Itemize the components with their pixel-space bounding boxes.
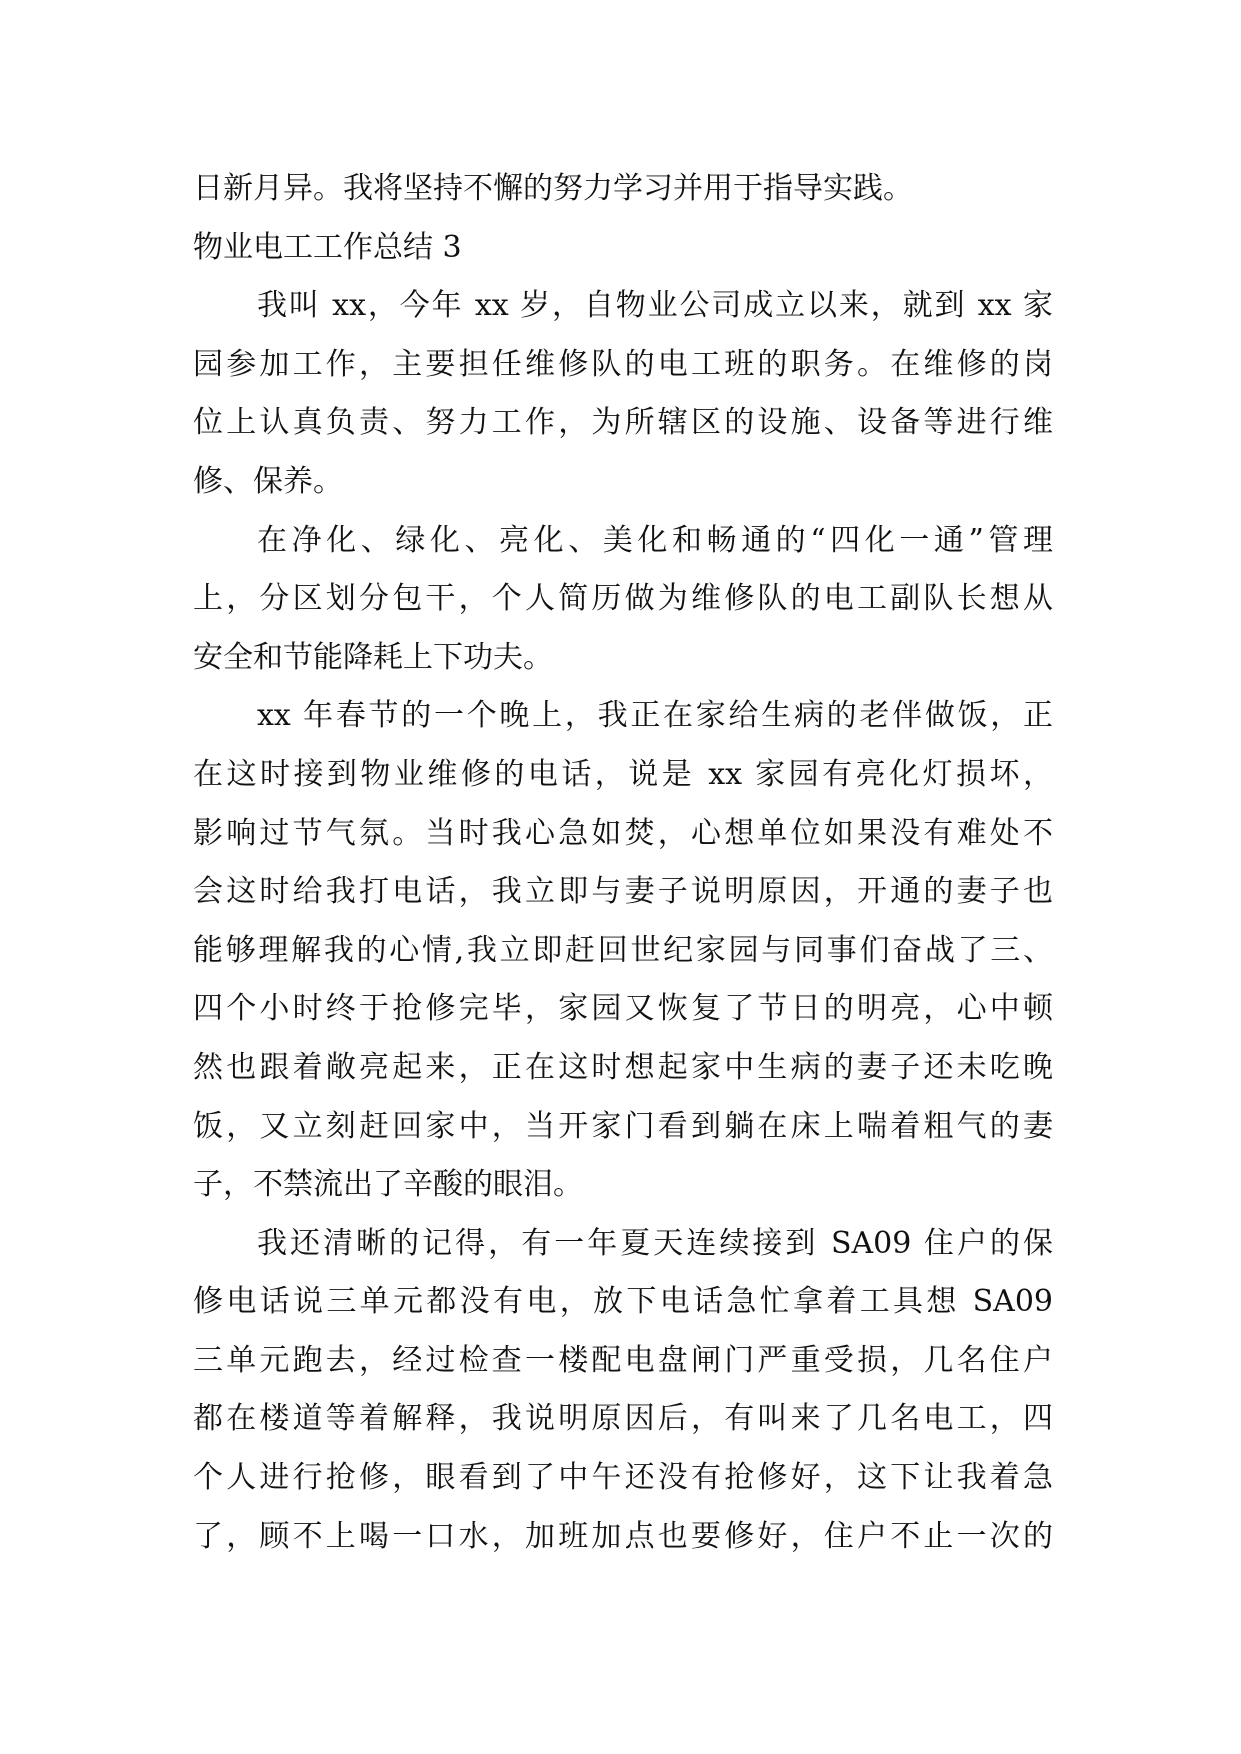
text-line: 在净化、绿化、亮化、美化和畅通的“四化一通”管理 — [257, 522, 1053, 558]
text-line: 饭，又立刻赶回家中，当开家门看到躺在床上喘着粗气的妻 — [193, 1108, 1053, 1144]
text-line: 日新月异。我将坚持不懈的努力学习并用于指导实践。 — [193, 171, 913, 206]
text-line: 我叫 xx，今年 xx 岁，自物业公司成立以来，就到 xx 家 — [257, 288, 1053, 324]
text-line: 上，分区划分包干，个人简历做为维修队的电工副队长想从 — [193, 581, 1053, 617]
text-line: 子，不禁流出了辛酸的眼泪。 — [193, 1167, 583, 1203]
text-line: 会这时给我打电话，我立即与妻子说明原因，开通的妻子也 — [193, 874, 1053, 910]
text-line: xx 年春节的一个晚上，我正在家给生病的老伴做饭，正 — [257, 698, 1053, 734]
text-line: 位上认真负责、努力工作，为所辖区的设施、设备等进行维 — [193, 405, 1053, 441]
text-line: 了，顾不上喝一口水，加班加点也要修好，住户不止一次的 — [193, 1518, 1053, 1554]
document-body — [193, 160, 1053, 1566]
section-heading: 物业电工工作总结 3 — [193, 229, 462, 265]
text-line: 我还清晰的记得，有一年夏天连续接到 SA09 住户的保 — [257, 1225, 1053, 1261]
text-line: 安全和节能降耗上下功夫。 — [193, 639, 553, 675]
text-line: 然也跟着敞亮起来，正在这时想起家中生病的妻子还未吃晚 — [193, 1049, 1053, 1085]
text-line: 园参加工作，主要担任维修队的电工班的职务。在维修的岗 — [193, 346, 1053, 382]
text-line: 能够理解我的心情,我立即赶回世纪家园与同事们奋战了三、 — [193, 932, 1053, 968]
text-line: 个人进行抢修，眼看到了中午还没有抢修好，这下让我着急 — [193, 1460, 1053, 1496]
text-line: 影响过节气氛。当时我心急如焚，心想单位如果没有难处不 — [193, 815, 1053, 851]
text-line: 修电话说三单元都没有电，放下电话急忙拿着工具想 SA09 — [193, 1284, 1053, 1320]
text-line: 三单元跑去，经过检查一楼配电盘闸门严重受损，几名住户 — [193, 1342, 1053, 1378]
text-line: 都在楼道等着解释，我说明原因后，有叫来了几名电工，四 — [193, 1401, 1053, 1437]
text-line: 四个小时终于抢修完毕，家园又恢复了节日的明亮，心中顿 — [193, 991, 1053, 1027]
text-line: 修、保养。 — [193, 463, 343, 499]
text-line: 在这时接到物业维修的电话，说是 xx 家园有亮化灯损坏， — [193, 756, 1053, 792]
